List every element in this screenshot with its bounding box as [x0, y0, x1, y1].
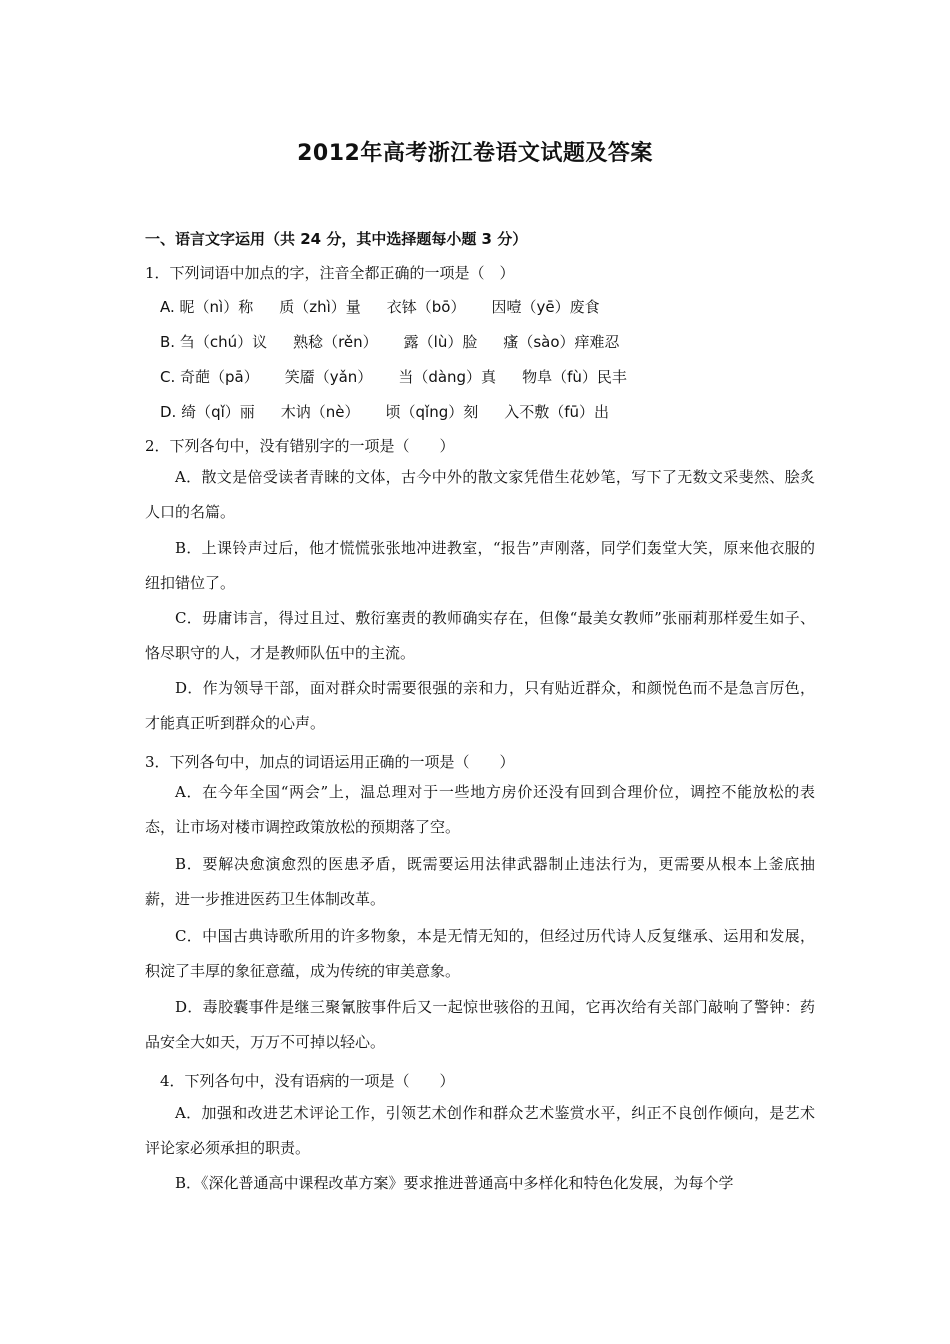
question-4-option-a: A．加强和改进艺术评论工作，引领艺术创作和群众艺术鉴赏水平，纠正不良创作倾向，是艺术评论家必须承担的职责。 [145, 1104, 815, 1157]
question-3-stem: 3．下列各句中，加点的词语运用正确的一项是（ ） [145, 753, 515, 771]
question-3-option-b: B．要解决愈演愈烈的医患矛盾，既需要运用法律武器制止违法行为，更需要从根本上釜底抽薪，进一步推进医药卫生体制改革。 [145, 855, 815, 908]
question-3-option-a: A．在今年全国“两会”上，温总理对于一些地方房价还没有回到合理价位，调控不能放松的表态，让市场对楼市调控政策放松的预期落了空。 [145, 783, 815, 836]
question-2-option-d: D．作为领导干部，面对群众时需要很强的亲和力，只有贴近群众，和颜悦色而不是急言厉色，才能真正听到群众的心声。 [145, 679, 815, 732]
question-1-option-a: A. 昵（nì）称 质（zhì）量 衣钵（bō） 因噎（yē）废食 [160, 298, 600, 316]
page-title: 2012年高考浙江卷语文试题及答案 [297, 141, 653, 166]
question-3-option-c: C．中国古典诗歌所用的许多物象，本是无情无知的，但经过历代诗人反复继承、运用和发展，积淀了丰厚的象征意蕴，成为传统的审美意象。 [145, 927, 815, 980]
question-1-option-d: D. 绮（qǐ）丽 木讷（nè） 顷（qǐng）刻 入不敷（fū）出 [160, 403, 610, 421]
section-heading: 一、语言文字运用（共 24 分，其中选择题每小题 3 分） [145, 230, 528, 248]
question-2-option-a: A．散文是倍受读者青睐的文体，古今中外的散文家凭借生花妙笔，写下了无数文采斐然、脍炙人口的名篇。 [145, 468, 815, 521]
question-1-option-c: C. 奇葩（pā） 笑靥（yǎn） 当（dàng）真 物阜（fù）民丰 [160, 368, 627, 386]
question-4-option-b: B．《深化普通高中课程改革方案》要求推进普通高中多样化和特色化发展，为每个学 [175, 1174, 734, 1192]
question-2-option-c: C．毋庸讳言，得过且过、敷衍塞责的教师确实存在，但像“最美女教师”张丽莉那样爱生如子、恪尽职守的人，才是教师队伍中的主流。 [145, 609, 815, 662]
question-1-stem: 1．下列词语中加点的字，注音全都正确的一项是（ ） [145, 264, 515, 282]
question-4-stem: 4．下列各句中，没有语病的一项是（ ） [160, 1072, 455, 1090]
question-2-option-b: B．上课铃声过后，他才慌慌张张地冲进教室，“报告”声刚落，同学们轰堂大笑，原来他衣服的纽扣错位了。 [145, 539, 815, 592]
question-2-stem: 2．下列各句中，没有错别字的一项是（ ） [145, 437, 455, 455]
question-1-option-b: B. 刍（chú）议 熟稔（rěn） 露（lù）脸 瘙（sào）痒难忍 [160, 333, 620, 351]
question-3-option-d: D．毒胶囊事件是继三聚氰胺事件后又一起惊世骇俗的丑闻，它再次给有关部门敲响了警钟：药品安全大如天，万万不可掉以轻心。 [145, 998, 815, 1051]
